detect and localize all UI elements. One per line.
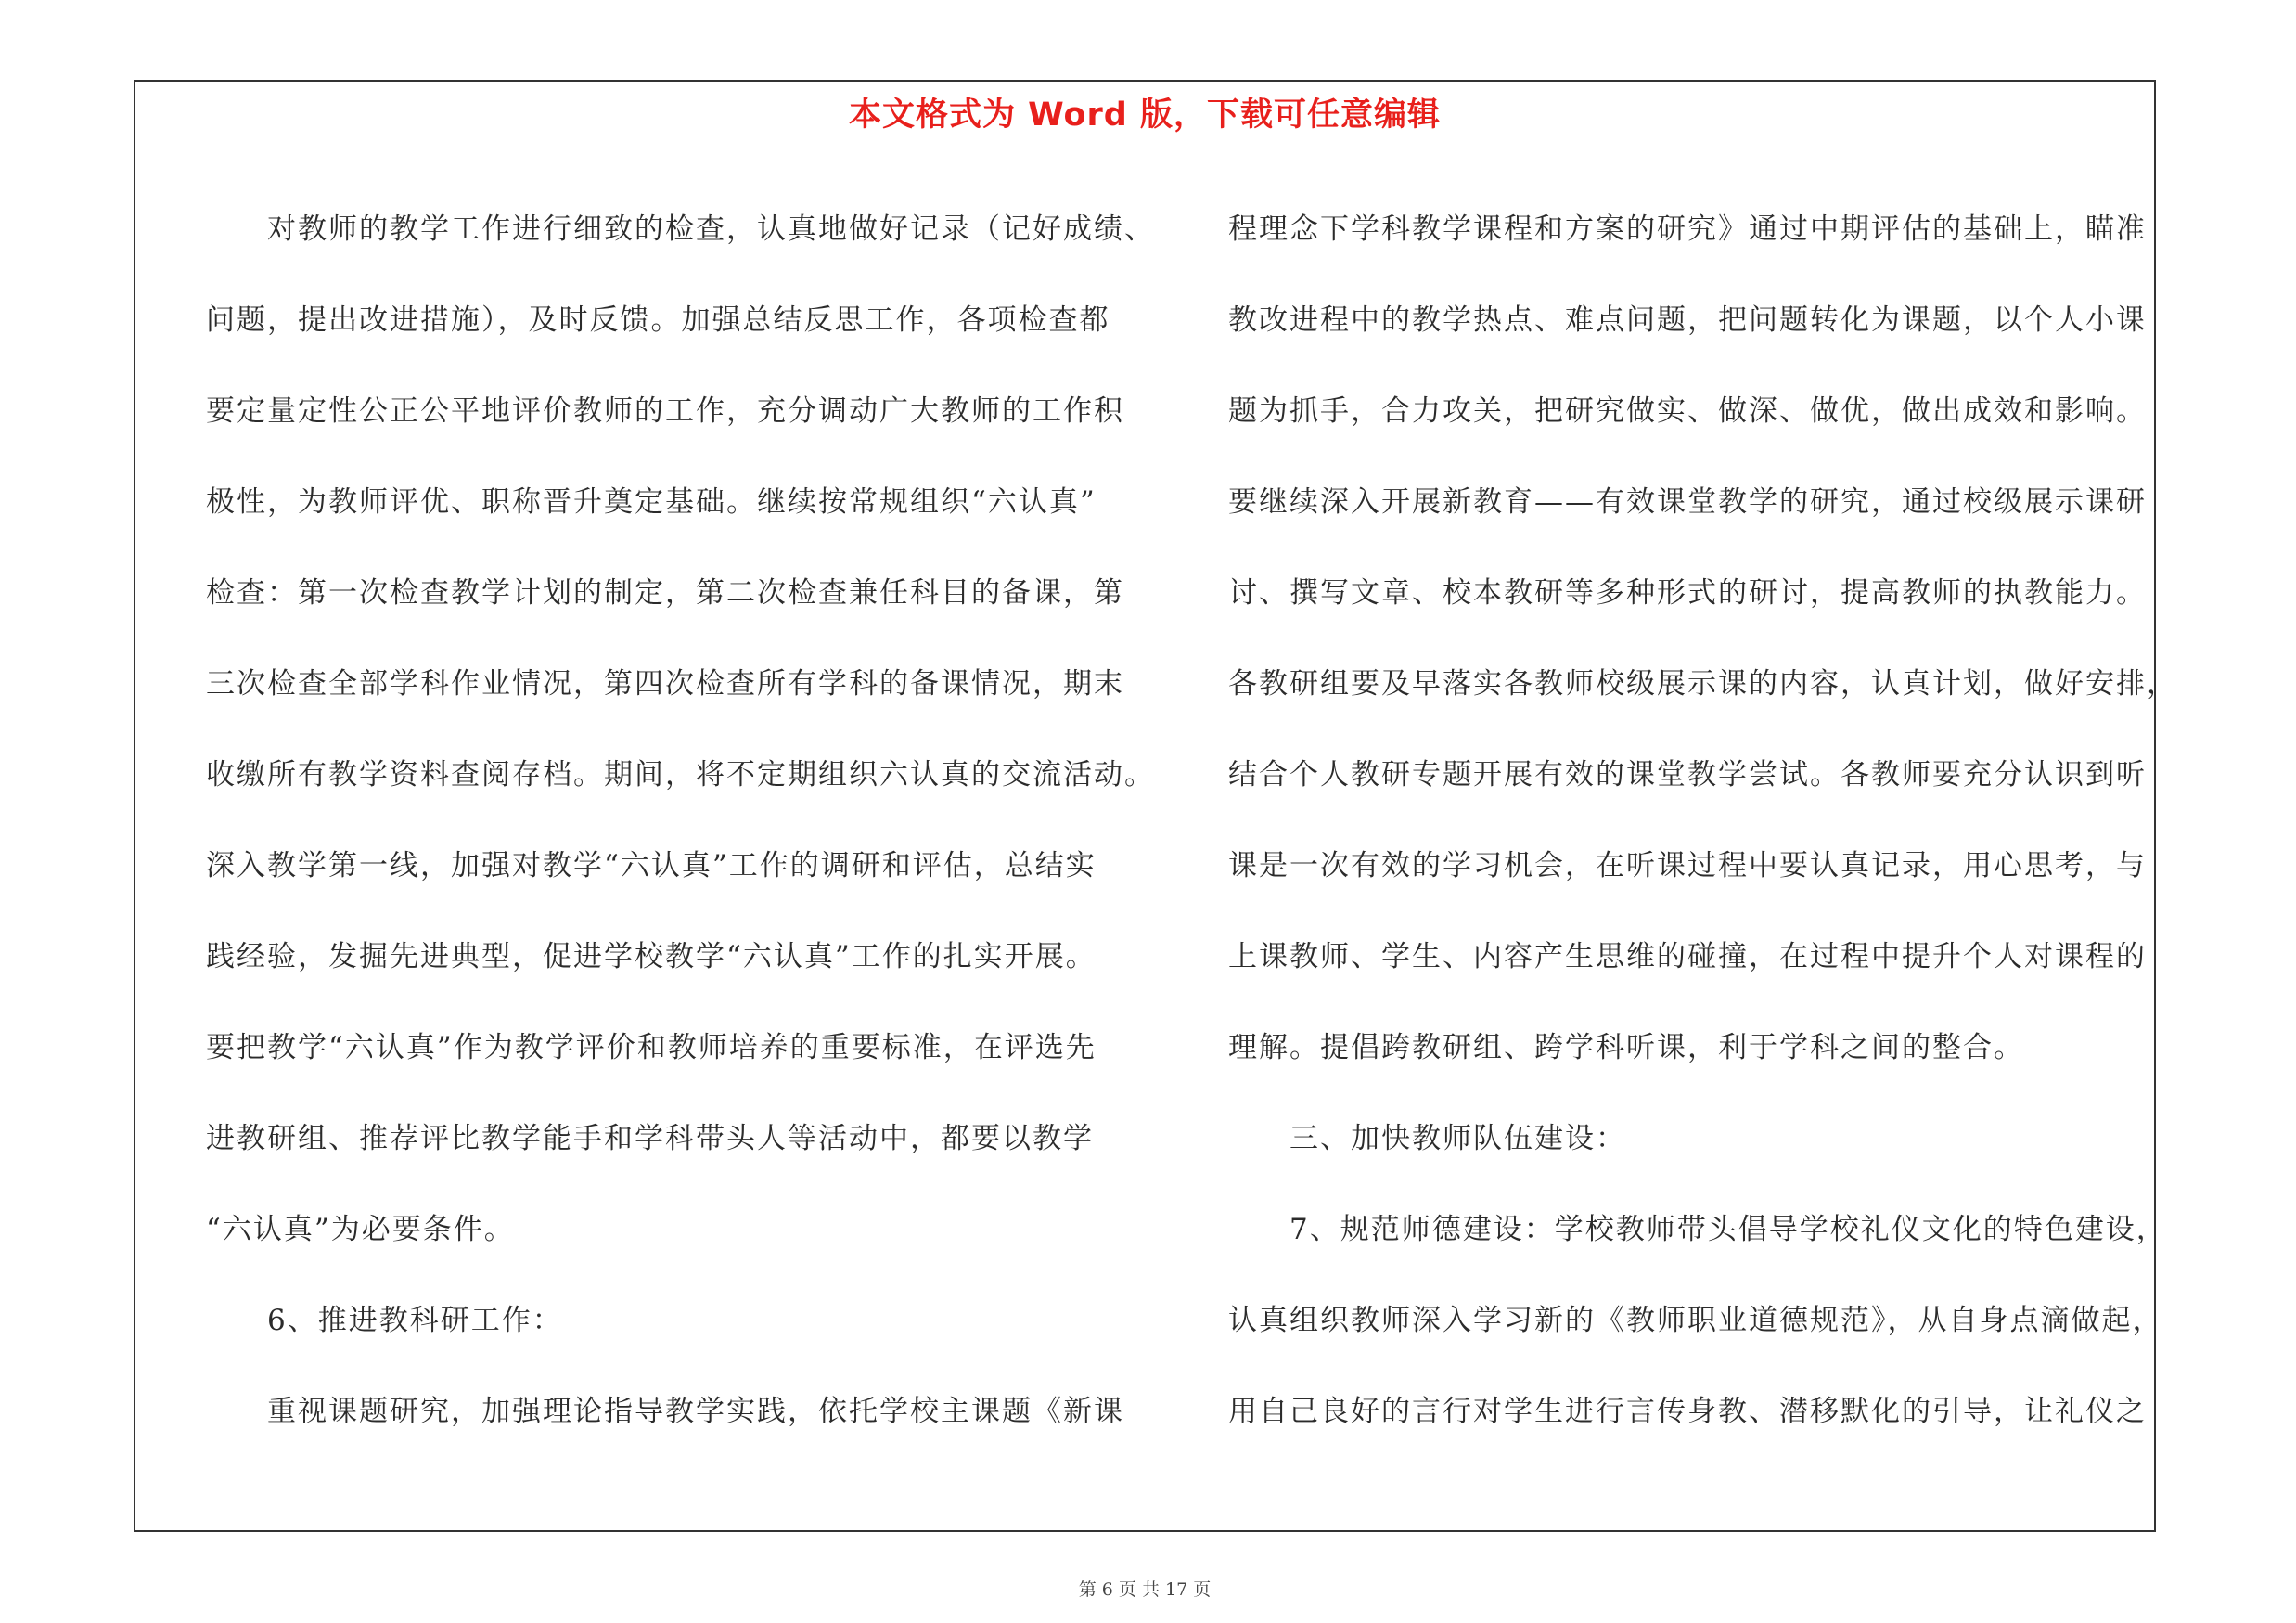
- paragraph-line: 结合个人教研专题开展有效的课堂教学尝试。各教师要充分认识到听: [1228, 758, 2147, 792]
- paragraph-line: 进教研组、推荐评比教学能手和学科带头人等活动中，都要以教学: [206, 1122, 1094, 1155]
- paragraph-line: 要继续深入开展新教育——有效课堂教学的研究，通过校级展示课研: [1228, 485, 2147, 519]
- right-text-column: [1228, 184, 2177, 1457]
- paragraph-line: 三次检查全部学科作业情况，第四次检查所有学科的备课情况，期末: [206, 667, 1124, 701]
- page-number-footer: 第 6 页 共 17 页: [1078, 1579, 1212, 1600]
- word-format-banner: 本文格式为 Word 版，下载可任意编辑: [848, 97, 1442, 134]
- paragraph-line: 教改进程中的教学热点、难点问题，把问题转化为课题，以个人小课: [1228, 303, 2147, 337]
- paragraph-line: 课是一次有效的学习机会，在听课过程中要认真记录，用心思考，与: [1228, 849, 2147, 882]
- paragraph-line: 程理念下学科教学课程和方案的研究》通过中期评估的基础上，瞄准: [1228, 213, 2147, 246]
- paragraph-line: 问题，提出改进措施），及时反馈。加强总结反思工作，各项检查都: [206, 303, 1110, 337]
- paragraph-line: 各教研组要及早落实各教师校级展示课的内容，认真计划，做好安排，: [1228, 667, 2177, 701]
- paragraph-line: 重视课题研究，加强理论指导教学实践，依托学校主课题《新课: [267, 1395, 1124, 1428]
- paragraph-line: 7、规范师德建设：学校教师带头倡导学校礼仪文化的特色建设，: [1289, 1213, 2167, 1246]
- paragraph-line: 检查：第一次检查教学计划的制定，第二次检查兼任科目的备课，第: [206, 576, 1124, 610]
- paragraph-line: 理解。提倡跨教研组、跨学科听课，利于学科之间的整合。: [1228, 1031, 2024, 1064]
- paragraph-line: 用自己良好的言行对学生进行言传身教、潜移默化的引导，让礼仪之: [1228, 1395, 2147, 1428]
- paragraph-line: 对教师的教学工作进行细致的检查，认真地做好记录（记好成绩、: [267, 213, 1155, 246]
- paragraph-line: “六认真”为必要条件。: [206, 1213, 515, 1246]
- paragraph-line: 深入教学第一线，加强对教学“六认真”工作的调研和评估，总结实: [206, 849, 1097, 882]
- paragraph-line: 收缴所有教学资料查阅存档。期间，将不定期组织六认真的交流活动。: [206, 758, 1155, 792]
- paragraph-line: 认真组织教师深入学习新的《教师职业道德规范》，从自身点滴做起，: [1228, 1304, 2163, 1337]
- section-heading: 6、推进教科研工作：: [267, 1304, 563, 1337]
- paragraph-line: 极性，为教师评优、职称晋升奠定基础。继续按常规组织“六认真”: [206, 485, 1097, 519]
- paragraph-line: 讨、撰写文章、校本教研等多种形式的研讨，提高教师的执教能力。: [1228, 576, 2147, 610]
- paragraph-line: 题为抓手，合力攻关，把研究做实、做深、做优，做出成效和影响。: [1228, 394, 2147, 428]
- paragraph-line: 上课教师、学生、内容产生思维的碰撞，在过程中提升个人对课程的: [1228, 940, 2147, 973]
- paragraph-line: 要定量定性公正公平地评价教师的工作，充分调动广大教师的工作积: [206, 394, 1124, 428]
- paragraph-line: 践经验，发掘先进典型，促进学校教学“六认真”工作的扎实开展。: [206, 940, 1097, 973]
- paragraph-line: 要把教学“六认真”作为教学评价和教师培养的重要标准，在评选先: [206, 1031, 1097, 1064]
- left-text-column: [206, 184, 1155, 1457]
- section-heading: 三、加快教师队伍建设：: [1289, 1122, 1626, 1155]
